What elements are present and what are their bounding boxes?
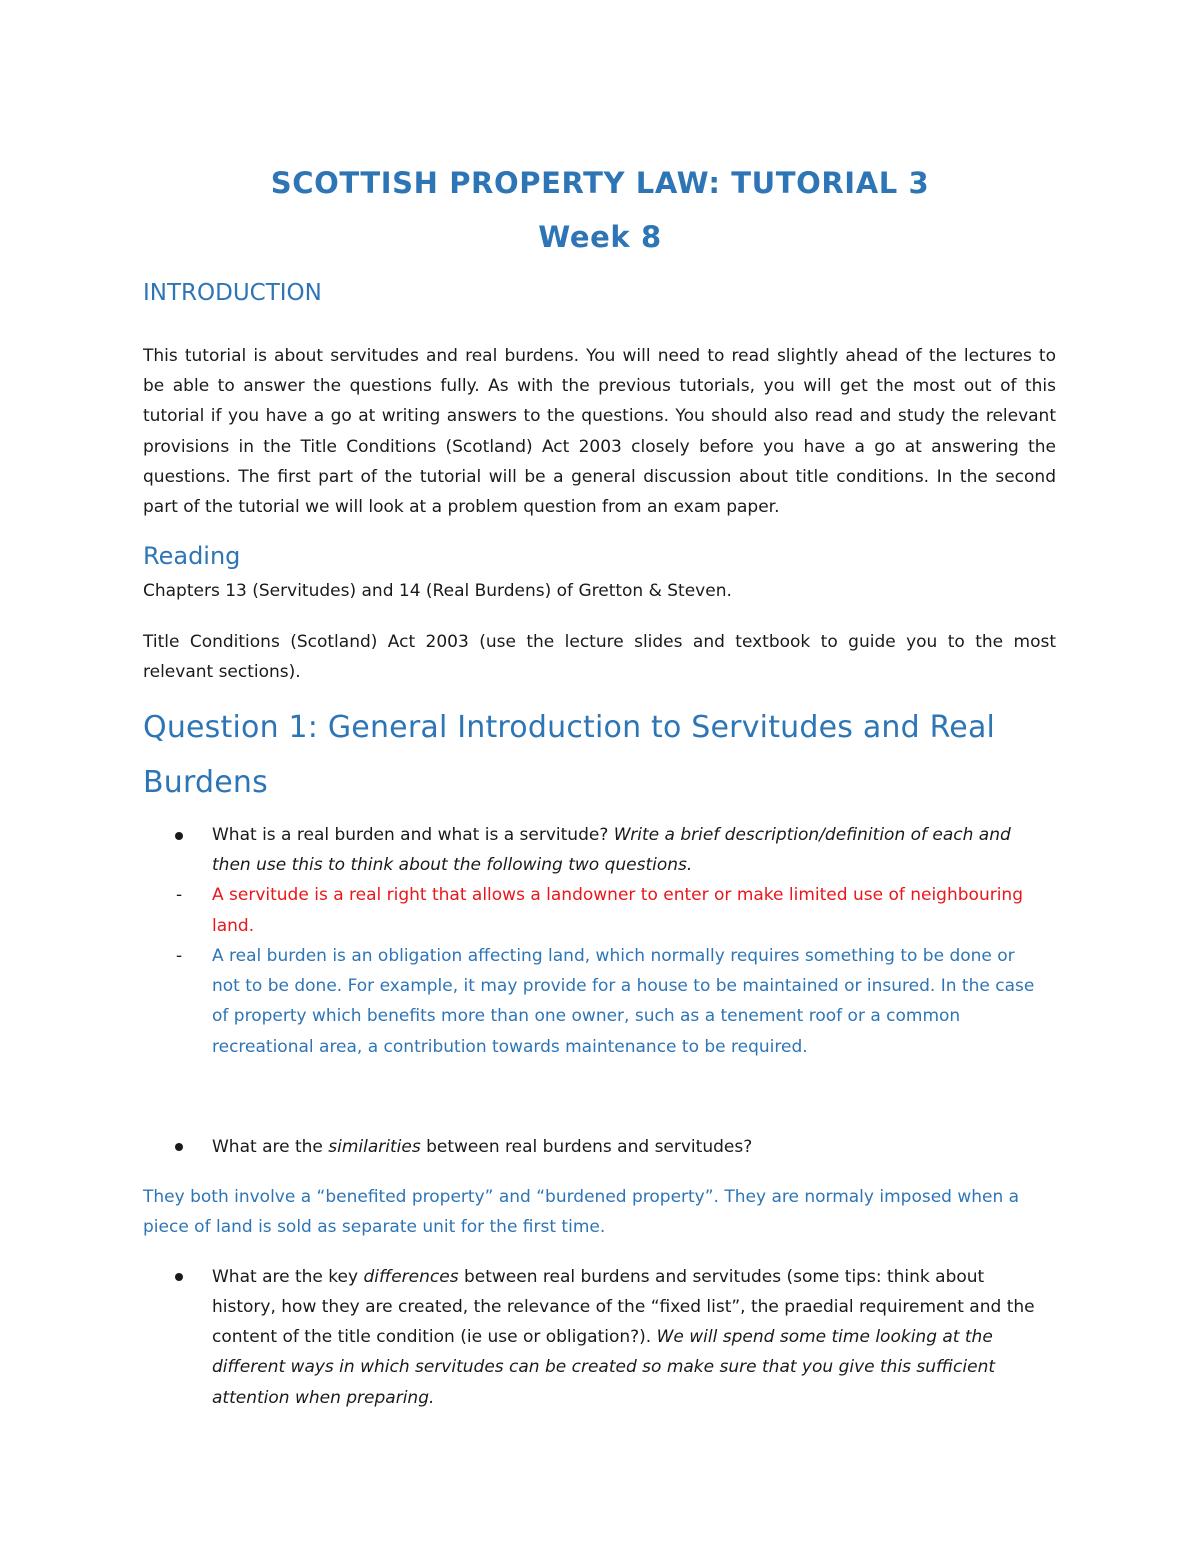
bullet-icon (175, 832, 183, 840)
bullet3-line (212, 1357, 995, 1377)
introduction-heading: INTRODUCTION (143, 280, 322, 306)
bullet3-italic: We will spend some time looking at the (656, 1327, 993, 1347)
bullet3-line (212, 1267, 984, 1287)
bullet3-text: What are the key (212, 1267, 364, 1287)
intro-line: provisions in the Title Conditions (Scotland) Act 2003 closely before you have a go at answering the (143, 437, 1056, 457)
bullet3-text: content of the title condition (ie use or obligation?). (212, 1327, 657, 1347)
reading-heading: Reading (143, 542, 241, 570)
servitude-answer-line: land. (212, 916, 255, 936)
bullet2-text: What are the (212, 1137, 329, 1157)
bullet3-line (212, 1327, 993, 1347)
bullet1-text: What is a real burden and what is a servitude? (212, 825, 614, 845)
servitude-answer-line: A servitude is a real right that allows a landowner to enter or make limited use of neighbouring (212, 885, 1023, 905)
burden-answer-line: recreational area, a contribution towards maintenance to be required. (212, 1037, 808, 1057)
question1-heading-cont: Burdens (143, 765, 268, 800)
bullet3-italic: attention when preparing. (212, 1388, 435, 1408)
bullet-icon (175, 1273, 183, 1281)
bullet3-text: between real burdens and servitudes (some tips: think about (458, 1267, 985, 1287)
burden-answer-line: not to be done. For example, it may provide for a house to be maintained or insured. In the case (212, 976, 1035, 996)
intro-line: questions. The first part of the tutorial will be a general discussion about title conditions. In the second (143, 467, 1056, 487)
bullet1-line (212, 855, 692, 875)
bullet2-line (212, 1137, 752, 1157)
bullet1-line (212, 825, 1011, 845)
similarities-answer-line: piece of land is sold as separate unit for the first time. (143, 1217, 606, 1237)
intro-line: be able to answer the questions fully. As with the previous tutorials, you will get the most out of this (143, 376, 1056, 396)
reading-chapters: Chapters 13 (Servitudes) and 14 (Real Burdens) of Gretton & Steven. (143, 581, 732, 601)
burden-answer-line: A real burden is an obligation affecting land, which normally requires something to be done or (212, 946, 1015, 966)
dash-icon: - (176, 885, 183, 905)
bullet3-line (212, 1388, 434, 1408)
bullet2-italic: similarities (328, 1137, 421, 1157)
intro-line: part of the tutorial we will look at a problem question from an exam paper. (143, 497, 780, 517)
intro-line: This tutorial is about servitudes and real burdens. You will need to read slightly ahead of the lectures to (143, 346, 1056, 366)
bullet1-italic: Write a brief description/definition of each and (613, 825, 1011, 845)
bullet2-text: between real burdens and servitudes? (420, 1137, 753, 1157)
bullet3-line: history, how they are created, the relevance of the “fixed list”, the praedial requirement and the (212, 1297, 1035, 1317)
intro-line: tutorial if you have a go at writing answers to the questions. You should also read and study the relevant (143, 406, 1056, 426)
document-title: SCOTTISH PROPERTY LAW: TUTORIAL 3 (270, 166, 930, 200)
similarities-answer-line: They both involve a “benefited property” and “burdened property”. They are normaly imposed when a (143, 1187, 1020, 1207)
bullet1-italic: then use this to think about the following two questions. (212, 855, 693, 875)
question1-heading: Question 1: General Introduction to Servitudes and Real (143, 710, 996, 745)
dash-icon: - (176, 946, 183, 966)
reading-act-line: relevant sections). (143, 662, 301, 682)
bullet3-italic: different ways in which servitudes can be created so make sure that you give this sufficient (212, 1357, 996, 1377)
bullet-icon (175, 1143, 183, 1151)
reading-act-line: Title Conditions (Scotland) Act 2003 (use the lecture slides and textbook to guide you to the most (143, 632, 1056, 652)
document-subtitle: Week 8 (538, 220, 662, 254)
bullet3-italic: differences (363, 1267, 459, 1287)
burden-answer-line: of property which benefits more than one owner, such as a tenement roof or a common (212, 1006, 961, 1026)
